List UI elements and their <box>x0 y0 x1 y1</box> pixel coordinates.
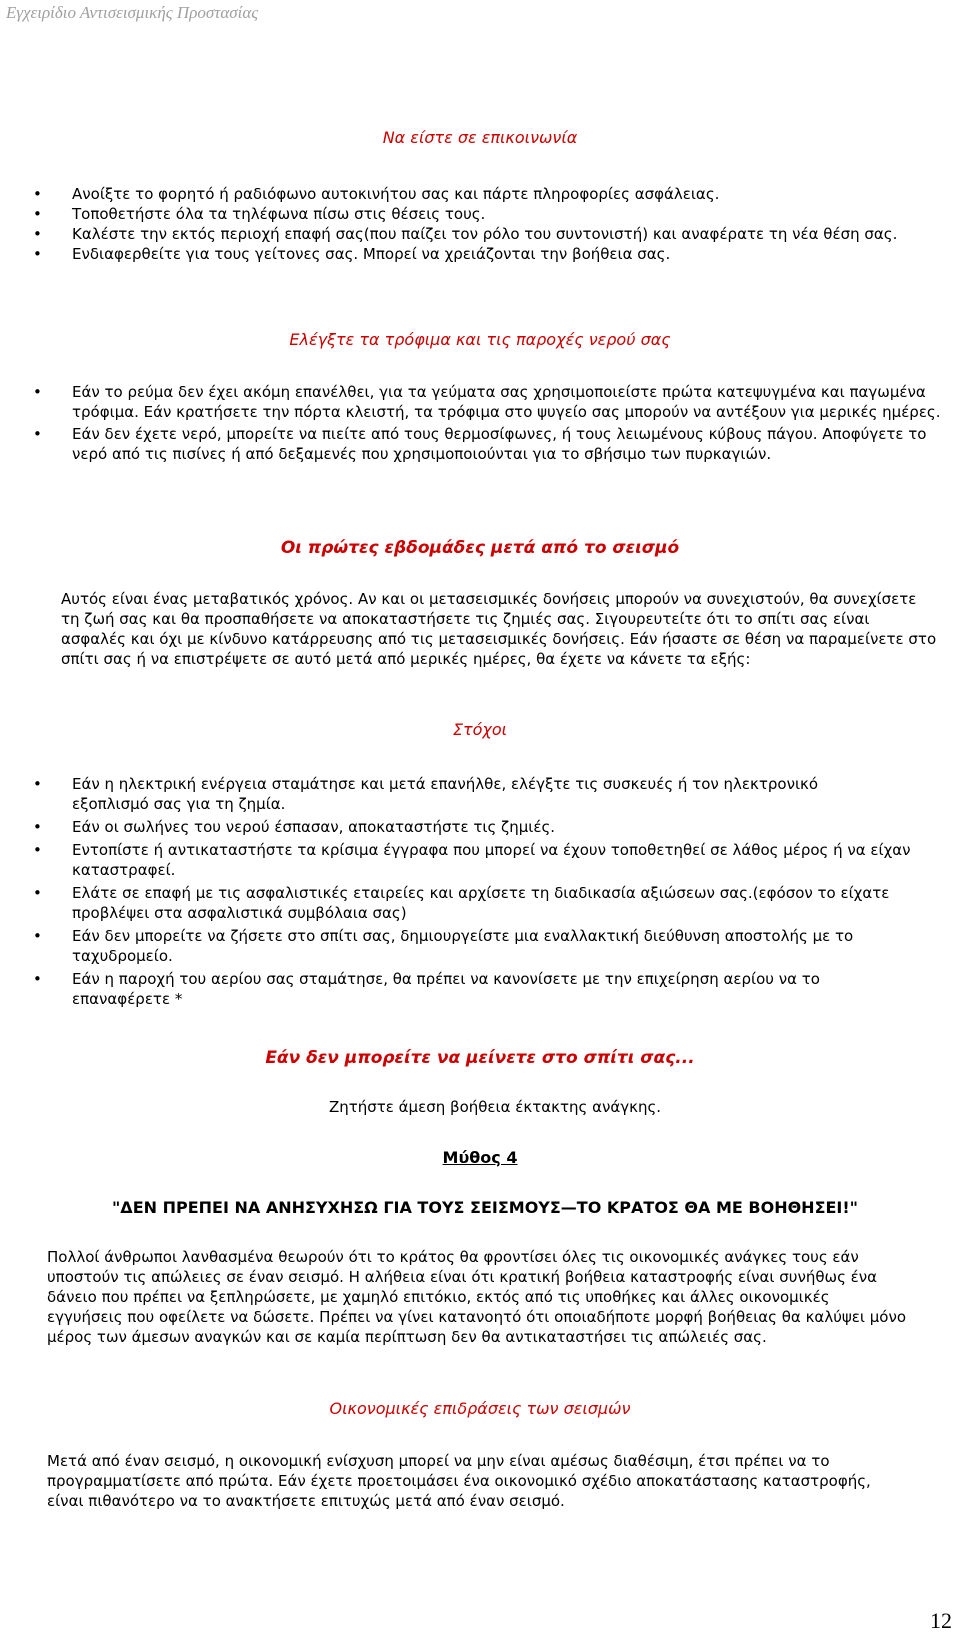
document-header-title: Εγχειρίδιο Αντισεισμικής Προστασίας <box>6 3 259 22</box>
section-heading-financial: Οικονομικές επιδράσεις των σεισμών <box>329 1399 631 1418</box>
bullet-icon: • <box>33 884 42 902</box>
list-item-text: Εάν δεν μπορείτε να ζήσετε στο σπίτι σας, δημιουργείστε μια εναλλακτική διεύθυνση αποστολής με το ταχυδρομείο. <box>72 927 854 965</box>
list-item <box>0 224 914 244</box>
bullet-icon: • <box>33 383 42 401</box>
communication-list <box>0 184 960 264</box>
list-item-text: Εάν το ρεύμα δεν έχει ακόμη επανέλθει, για τα γεύματα σας χρησιμοποιείστε πρώτα κατεψυγμένα και παγωμένα τρόφιμα. Εάν κρατήσετε την πόρτα κλειστή, τα τρόφιμα στο ψυγείο σας μπορούν να αντέξουν για μερικές ημέρες. <box>72 383 941 421</box>
page-number: 12 <box>930 1608 952 1633</box>
list-item-text: Εάν δεν έχετε νερό, μπορείτε να πιείτε από τους θερμοσίφωνες, ή τους λειωμένους κύβους πάγου. Αποφύγετε το νερό από τις πισίνες ή από δεξαμενές που χρησιμοποιούνται για το σβήσιμο των πυρκαγιών. <box>72 425 927 463</box>
list-item <box>0 244 914 264</box>
first-weeks-paragraph: Αυτός είναι ένας μεταβατικός χρόνος. Αν και οι μετασεισμικές δονήσεις μπορούν να συνεχιστούν, θα συνεχίσετε τη ζωή σας και θα προσπαθήσετε να αποκαταστήσετε τις ζημιές σας. Σιγουρευτείτε ότι το σπίτι σας είναι ασφαλές και όχι με κίνδυνο κατάρρευσης από τις μετασεισμικές δονήσεις. Εάν ήσαστε σε θέση να παραμείνετε στο σπίτι σας ή να επιστρέψετε σε αυτό μετά από μερικές ημέρες, θα έχετε να κάνετε τα εξής: <box>61 590 937 668</box>
myth-title: Μύθος 4 <box>442 1148 518 1167</box>
list-item <box>0 817 938 837</box>
bullet-icon: • <box>33 185 42 203</box>
list-item-text: Εάν η ηλεκτρική ενέργεια σταμάτησε και μετά επανήλθε, ελέγξτε τις συσκευές ή τον ηλεκτρονικό εξοπλισμό σας για τη ζημία. <box>72 775 819 813</box>
bullet-icon: • <box>33 970 42 988</box>
food-water-list <box>0 382 960 464</box>
list-item <box>0 184 914 204</box>
financial-paragraph: Μετά από έναν σεισμό, η οικονομική ενίσχυση μπορεί να μην είναι αμέσως διαθέσιμη, έτσι πρέπει να το προγραμματίσετε από πρώτα. Εάν έχετε προετοιμάσει ένα οικονομικό σχέδιο αποκατάστασης καταστροφής, είναι πιθανότερο να το ανακτήσετε επιτυχώς μετά από έναν σεισμό. <box>47 1452 871 1510</box>
list-item <box>0 382 950 422</box>
bullet-icon: • <box>33 818 42 836</box>
bullet-icon: • <box>33 225 42 243</box>
bullet-icon: • <box>33 245 42 263</box>
list-item-text: Ενδιαφερθείτε για τους γείτονες σας. Μπορεί να χρειάζονται την βοήθεια σας. <box>72 245 671 263</box>
section-heading-food-water: Ελέγξτε τα τρόφιμα και τις παροχές νερού σας <box>289 330 671 349</box>
list-item-text: Εντοπίστε ή αντικαταστήστε τα κρίσιμα έγγραφα που μπορεί να έχουν τοποθετηθεί σε λάθος μέρος ή να είχαν καταστραφεί. <box>72 841 911 879</box>
section-heading-goals: Στόχοι <box>452 720 508 739</box>
list-item-text: Ανοίξτε το φορητό ή ραδιόφωνο αυτοκινήτου σας και πάρτε πληροφορίες ασφάλειας. <box>72 185 720 203</box>
list-item <box>0 969 938 1009</box>
list-item-text: Εάν οι σωλήνες του νερού έσπασαν, αποκαταστήστε τις ζημιές. <box>72 818 556 836</box>
list-item-text: Εάν η παροχή του αερίου σας σταμάτησε, θα πρέπει να κανονίσετε με την επιχείρηση αερίου να το επαναφέρετε * <box>72 970 820 1008</box>
bullet-icon: • <box>33 205 42 223</box>
cannot-stay-text: Ζητήστε άμεση βοήθεια έκτακτης ανάγκης. <box>328 1098 662 1116</box>
section-heading-cannot-stay: Εάν δεν μπορείτε να μείνετε στο σπίτι σας... <box>265 1048 695 1068</box>
bullet-icon: • <box>33 775 42 793</box>
list-item <box>0 883 938 923</box>
section-heading-communication: Να είστε σε επικοινωνία <box>382 128 578 147</box>
list-item-text: Ελάτε σε επαφή με τις ασφαλιστικές εταιρείες και αρχίσετε τη διαδικασία αξιώσεων σας.(εφόσον το είχατε προβλέψει στα ασφαλιστικά συμβόλαια σας) <box>72 884 890 922</box>
list-item-text: Καλέστε την εκτός περιοχή επαφή σας(που παίζει τον ρόλο του συντονιστή) και αναφέρατε τη νέα θέση σας. <box>72 225 898 243</box>
myth-quote: "ΔΕΝ ΠΡΕΠΕΙ ΝΑ ΑΝΗΣΥΧΗΣΩ ΓΙΑ ΤΟΥΣ ΣΕΙΣΜΟΥΣ—ΤΟ ΚΡΑΤΟΣ ΘΑ ΜΕ ΒΟΗΘΗΣΕΙ!" <box>111 1198 859 1217</box>
list-item <box>0 204 914 224</box>
list-item <box>0 926 938 966</box>
list-item <box>0 774 938 814</box>
bullet-icon: • <box>33 927 42 945</box>
list-item <box>0 424 950 464</box>
bullet-icon: • <box>33 841 42 859</box>
list-item <box>0 840 938 880</box>
myth-paragraph: Πολλοί άνθρωποι λανθασμένα θεωρούν ότι το κράτος θα φροντίσει όλες τις οικονομικές ανάγκες τους εάν υποστούν τις απώλειες σε έναν σεισμό. Η αλήθεια είναι ότι κρατική βοήθεια καταστροφής είναι συνήθως ένα δάνειο που πρέπει να ξεπληρώσετε, με χαμηλό επιτόκιο, εκτός από τις υποθήκες και άλλες οικονομικές εγγυήσεις που οφείλετε να δώσετε. Πρέπει να γίνει κατανοητό ότι οποιαδήποτε μορφή βοήθειας θα καλύψει μόνο μέρος των άμεσων αναγκών και σε καμία περίπτωση δεν θα αντικαταστήσει τις απώλειές σας. <box>47 1248 906 1346</box>
list-item-text: Τοποθετήστε όλα τα τηλέφωνα πίσω στις θέσεις τους. <box>72 205 486 223</box>
section-heading-first-weeks: Οι πρώτες εβδομάδες μετά από το σεισμό <box>280 538 680 558</box>
bullet-icon: • <box>33 425 42 443</box>
goals-list <box>0 774 960 1009</box>
